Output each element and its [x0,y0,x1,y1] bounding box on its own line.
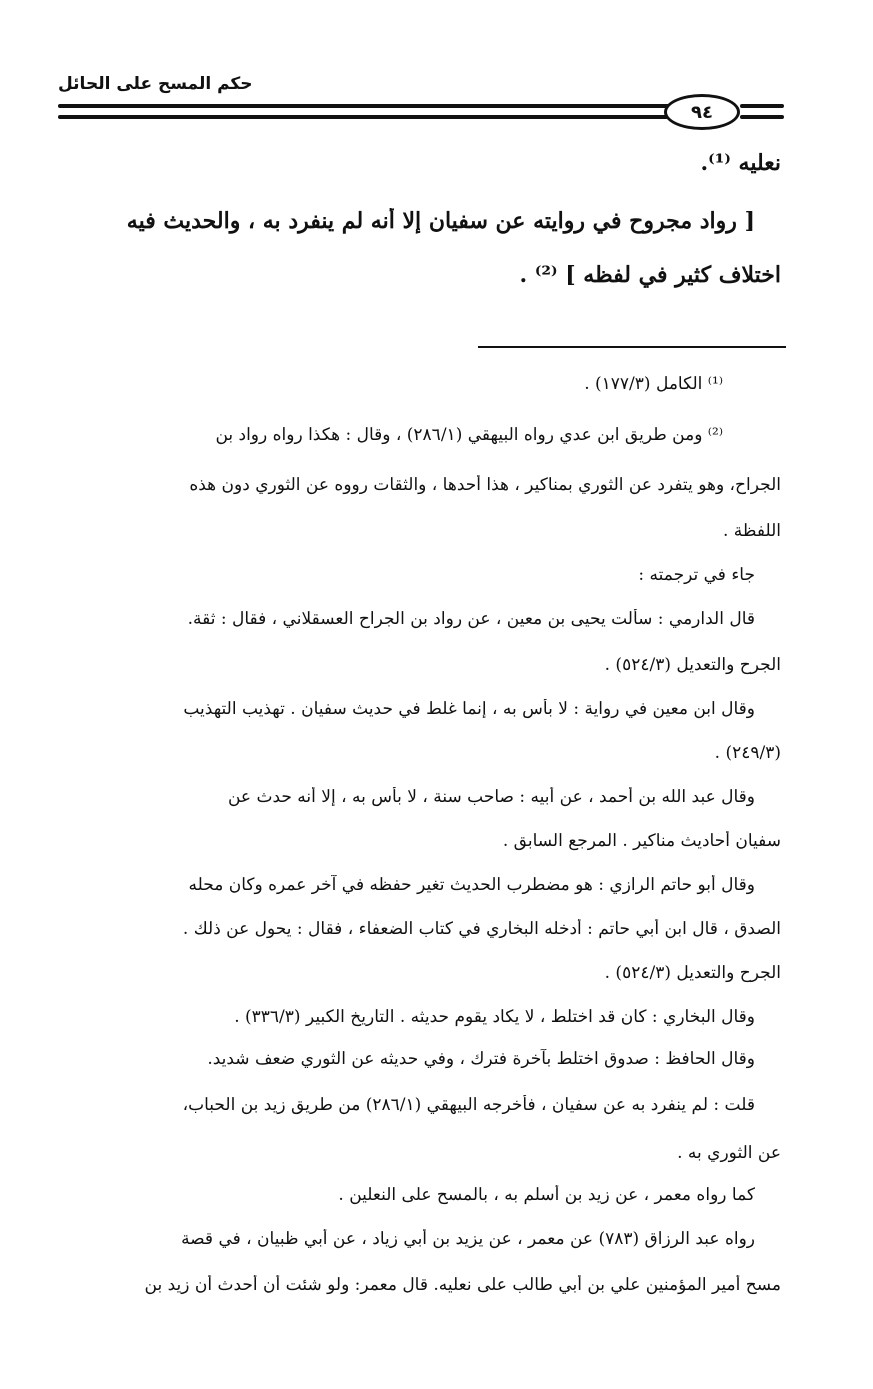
footnote-line: اللفظة . [723,521,781,541]
footnote-line: ⁽²⁾ ومن طريق ابن عدي رواه البيهقي (٢٨٦/١) ، وقال : هكذا رواه رواد بن [215,425,723,445]
main-text-line: اختلاف كثير في لفظه ] ⁽²⁾ . [519,262,781,288]
header-rule [740,104,784,108]
footnote-line: قال الدارمي : سألت يحيى بن معين ، عن رواد بن الجراح العسقلاني ، فقال : ثقة. [187,609,755,629]
page-number: ٩٤ [664,94,740,130]
footnote-line: جاء في ترجمته : [638,565,755,585]
running-title: حكم المسح على الحائل [58,74,253,94]
footnote-line: وقال عبد الله بن أحمد ، عن أبيه : صاحب سنة ، لا بأس به ، إلا أنه حدث عن [227,787,755,807]
main-text-line: [ رواد مجروح في روايته عن سفيان إلا أنه لم ينفرد به ، والحديث فيه [126,208,755,234]
header-rule [58,104,670,108]
footnote-line: الجرح والتعديل (٥٢٤/٣) . [604,655,781,675]
footnote-line: ⁽¹⁾ الكامل (١٧٧/٣) . [584,374,723,394]
footnote-line: وقال البخاري : كان قد اختلط ، لا يكاد يقوم حديثه . التاريخ الكبير (٣٣٦/٣) . [234,1007,755,1027]
footnote-line: سفيان أحاديث مناكير . المرجع السابق . [502,831,781,851]
footnote-line: وقال الحافظ : صدوق اختلط بآخرة فترك ، وفي حديثه عن الثوري ضعف شديد. [207,1049,755,1069]
header-rule [58,115,670,119]
footnote-separator [478,346,786,348]
main-text-line: نعليه ⁽¹⁾. [700,150,781,176]
footnote-line: وقال أبو حاتم الرازي : هو مضطرب الحديث تغير حفظه في آخر عمره وكان محله [188,875,755,895]
footnote-line: الجراح، وهو يتفرد عن الثوري بمناكير ، هذا أحدها ، والثقات رووه عن الثوري دون هذه [189,475,781,495]
footnote-line: عن الثوري به . [677,1143,781,1163]
header-rule [740,115,784,119]
footnote-line: كما رواه معمر ، عن زيد بن أسلم به ، بالمسح على النعلين . [338,1185,755,1205]
footnote-line: وقال ابن معين في رواية : لا بأس به ، إنما غلط في حديث سفيان . تهذيب التهذيب [183,699,755,719]
footnote-line: (٢٤٩/٣) . [714,743,781,763]
footnote-line: الجرح والتعديل (٥٢٤/٣) . [604,963,781,983]
footnote-line: قلت : لم ينفرد به عن سفيان ، فأخرجه البيهقي (٢٨٦/١) من طريق زيد بن الحباب، [182,1095,755,1115]
footnote-line: مسح أمير المؤمنين علي بن أبي طالب على نعليه. قال معمر: ولو شئت أن أحدث أن زيد بن [144,1275,781,1295]
footnote-line: رواه عبد الرزاق (٧٨٣) عن معمر ، عن يزيد بن أبي زياد ، عن أبي ظبيان ، في قصة [181,1229,755,1249]
footnote-line: الصدق ، قال ابن أبي حاتم : أدخله البخاري في كتاب الضعفاء ، فقال : يحول عن ذلك . [182,919,781,939]
